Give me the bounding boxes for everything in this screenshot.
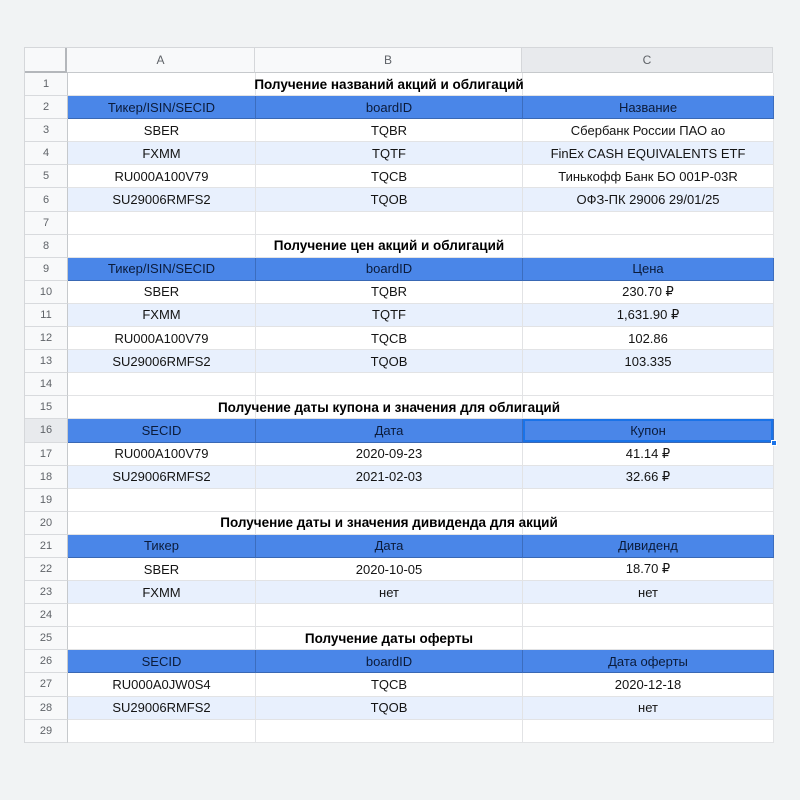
cell[interactable] (256, 720, 523, 743)
table-header-cell[interactable] (256, 419, 523, 442)
row-header[interactable] (25, 604, 68, 627)
table-header-label: Дата оферты (608, 653, 688, 669)
row-header-label: 17 (39, 447, 53, 460)
cell-text: TQCB (370, 676, 408, 692)
table-header-cell[interactable] (68, 96, 256, 119)
row-header-label: 9 (42, 262, 50, 275)
sheet-row (25, 466, 773, 489)
table-header-cell[interactable] (256, 96, 523, 119)
sheet-row (25, 165, 773, 188)
cell[interactable] (68, 165, 256, 188)
cell[interactable] (523, 304, 774, 327)
row-header[interactable] (25, 96, 68, 119)
cell-text: SU29006RMFS2 (112, 192, 211, 208)
cell-text: FXMM (142, 584, 181, 600)
table-header-label: Дата (374, 538, 404, 554)
row-header[interactable] (25, 512, 68, 535)
spreadsheet-grid (24, 47, 773, 743)
cell-text: 2020-10-05 (355, 561, 423, 577)
row-header-label: 18 (39, 470, 53, 483)
cell-text: Тинькофф Банк БО 001P-03R (558, 168, 738, 184)
sheet-row (25, 350, 773, 373)
sheet-row (25, 697, 773, 720)
cell[interactable] (523, 281, 774, 304)
table-header-cell[interactable] (68, 419, 256, 442)
cell[interactable] (68, 466, 256, 489)
cell[interactable] (523, 466, 774, 489)
cell[interactable] (68, 581, 256, 604)
sheet-row (25, 650, 773, 673)
table-title-cell[interactable] (256, 627, 523, 650)
table-header-cell[interactable] (256, 258, 523, 281)
row-header-label: 27 (39, 678, 53, 691)
cell-text: TQBR (370, 122, 408, 138)
row-header-label: 21 (39, 539, 53, 552)
table-header-cell[interactable] (68, 650, 256, 673)
row-header-label: 11 (40, 308, 52, 321)
cell[interactable] (256, 212, 523, 235)
cell-text: SU29006RMFS2 (112, 353, 211, 369)
cell[interactable] (523, 396, 774, 419)
cell-text: FinEx CASH EQUIVALENTS ETF (550, 145, 746, 161)
cell[interactable] (523, 627, 774, 650)
table-header-cell[interactable] (256, 650, 523, 673)
cell-text: 32.66 ₽ (625, 468, 671, 484)
cell[interactable] (68, 188, 256, 211)
cell[interactable] (68, 327, 256, 350)
table-header-label: SECID (141, 422, 182, 438)
table-header-cell[interactable] (68, 258, 256, 281)
cell[interactable] (523, 165, 774, 188)
table-title: Получение даты оферты (304, 630, 474, 646)
cell-text: SU29006RMFS2 (112, 469, 211, 485)
sheet-row (25, 119, 773, 142)
cell-text: SBER (143, 561, 180, 577)
sheet-row (25, 188, 773, 211)
cell[interactable] (256, 119, 523, 142)
table-header-cell[interactable] (523, 96, 774, 119)
sheet-row (25, 419, 773, 442)
cell[interactable] (523, 188, 774, 211)
row-header[interactable] (25, 119, 68, 142)
cell-text: 18.70 ₽ (625, 561, 671, 577)
row-header[interactable] (25, 720, 68, 743)
cell[interactable] (256, 350, 523, 373)
cell[interactable] (523, 119, 774, 142)
cell-text: 2020-12-18 (614, 676, 682, 692)
cell-text: 2020-09-23 (355, 446, 423, 462)
row-header-label: 28 (39, 701, 53, 714)
row-header[interactable] (25, 558, 68, 581)
row-header[interactable] (25, 466, 68, 489)
table-header-label: Тикер (144, 538, 179, 554)
cell[interactable] (523, 73, 774, 96)
table-title: Получение цен акций и облигаций (273, 238, 505, 254)
cell[interactable] (68, 142, 256, 165)
cell[interactable] (68, 281, 256, 304)
cell[interactable] (523, 443, 774, 466)
cell-text: 103.335 (624, 353, 672, 369)
row-header[interactable] (25, 258, 68, 281)
sheet-row (25, 489, 773, 512)
table-header-label: boardID (365, 99, 413, 115)
column-header-label: B (383, 53, 392, 67)
cell[interactable] (523, 489, 774, 512)
row-header-label: 24 (39, 609, 53, 622)
cell-text: 230.70 ₽ (622, 283, 674, 299)
sheet-row (25, 73, 773, 96)
sheet-row (25, 443, 773, 466)
row-header-label: 26 (39, 655, 53, 668)
sheet-row (25, 512, 773, 535)
cell[interactable] (256, 327, 523, 350)
table-header-label: Цена (632, 261, 664, 277)
cell-text: TQOB (370, 192, 408, 208)
row-header[interactable] (25, 396, 68, 419)
table-header-cell[interactable] (523, 419, 774, 442)
row-header[interactable] (25, 419, 68, 442)
row-header[interactable] (25, 489, 68, 512)
row-header-label: 2 (42, 101, 50, 114)
table-header-label: Дата (374, 422, 404, 438)
row-header[interactable] (25, 650, 68, 673)
row-header[interactable] (25, 304, 68, 327)
column-header-c[interactable] (522, 48, 773, 73)
cell[interactable] (523, 581, 774, 604)
cell[interactable] (68, 558, 256, 581)
table-header-label: Тикер/ISIN/SECID (107, 99, 216, 115)
cell-text: TQCB (370, 330, 408, 346)
column-header-row (25, 48, 773, 73)
table-title-cell[interactable] (220, 512, 558, 535)
row-header-label: 7 (42, 216, 50, 229)
cell-text: 1,631.90 ₽ (616, 306, 680, 322)
row-header[interactable] (25, 673, 68, 696)
table-header-cell[interactable] (523, 258, 774, 281)
cell[interactable] (68, 489, 256, 512)
cell-text: TQBR (370, 284, 408, 300)
cell[interactable] (523, 142, 774, 165)
cell[interactable] (68, 235, 256, 258)
row-header[interactable] (25, 188, 68, 211)
cell[interactable] (523, 373, 774, 396)
column-header-label: C (642, 53, 652, 67)
cell[interactable] (523, 720, 774, 743)
cell-text: RU000A100V79 (114, 330, 209, 346)
table-title: Получение даты и значения дивиденда для акций (220, 515, 558, 531)
table-header-label: SECID (141, 653, 182, 669)
sheet-row (25, 96, 773, 119)
sheet-row (25, 281, 773, 304)
row-header-label: 6 (42, 193, 50, 206)
table-header-cell[interactable] (256, 535, 523, 558)
cell[interactable] (523, 604, 774, 627)
row-header-label: 25 (39, 632, 53, 645)
cell-text: SBER (143, 284, 180, 300)
cell[interactable] (523, 350, 774, 373)
cell-text: SBER (143, 122, 180, 138)
cell[interactable] (68, 720, 256, 743)
row-header[interactable] (25, 73, 68, 96)
table-header-label: Дивиденд (618, 538, 678, 554)
sheet-row (25, 304, 773, 327)
column-header-a[interactable] (67, 48, 255, 73)
row-header-label: 19 (39, 493, 53, 506)
cell[interactable] (68, 604, 256, 627)
table-header-label: Название (618, 99, 678, 115)
sheet-row (25, 558, 773, 581)
row-header[interactable] (25, 327, 68, 350)
row-header-label: 29 (39, 724, 53, 737)
cell[interactable] (68, 627, 256, 650)
row-header-label: 23 (39, 586, 53, 599)
cell-text: нет (638, 584, 658, 600)
cell-text: нет (379, 584, 399, 600)
row-header-label: 1 (42, 78, 50, 91)
table-title-cell[interactable] (256, 73, 523, 96)
cell-text: TQOB (370, 353, 408, 369)
cell-text: RU000A100V79 (114, 446, 209, 462)
table-title: Получение названий акций и облигаций (254, 76, 524, 92)
cell[interactable] (523, 673, 774, 696)
cell-text: SU29006RMFS2 (112, 700, 211, 716)
row-header[interactable] (25, 443, 68, 466)
row-header-label: 22 (39, 563, 53, 576)
fill-handle[interactable] (771, 440, 777, 446)
cell[interactable] (256, 581, 523, 604)
row-header[interactable] (25, 165, 68, 188)
cell-text: RU000A100V79 (114, 168, 209, 184)
sheet-row (25, 720, 773, 743)
cell[interactable] (68, 697, 256, 720)
cell[interactable] (256, 443, 523, 466)
table-header-label: boardID (365, 261, 413, 277)
row-header[interactable] (25, 627, 68, 650)
sheet-row (25, 373, 773, 396)
table-header-cell[interactable] (523, 535, 774, 558)
table-header-label: Купон (630, 422, 666, 438)
table-title-cell[interactable] (256, 235, 523, 258)
cell[interactable] (68, 304, 256, 327)
cell-text: 102.86 (628, 330, 668, 346)
cell[interactable] (68, 350, 256, 373)
row-header-label: 16 (39, 424, 53, 437)
row-header[interactable] (25, 373, 68, 396)
cell[interactable] (256, 188, 523, 211)
cell-text: TQTF (372, 145, 406, 161)
cell[interactable] (68, 119, 256, 142)
cell[interactable] (256, 373, 523, 396)
table-title: Получение даты купона и значения для облигаций (217, 399, 561, 415)
row-header-label: 10 (39, 285, 53, 298)
sheet-row (25, 327, 773, 350)
row-header[interactable] (25, 281, 68, 304)
sheet-row (25, 212, 773, 235)
row-header-label: 14 (39, 378, 53, 391)
cell[interactable] (256, 604, 523, 627)
table-header-cell[interactable] (68, 535, 256, 558)
cell[interactable] (68, 673, 256, 696)
row-header[interactable] (25, 235, 68, 258)
cell-text: TQTF (372, 307, 406, 323)
table-header-label: boardID (365, 653, 413, 669)
cell[interactable] (256, 304, 523, 327)
cell[interactable] (256, 489, 523, 512)
row-header-label: 5 (42, 170, 50, 183)
table-header-label: Тикер/ISIN/SECID (107, 261, 216, 277)
cell[interactable] (523, 558, 774, 581)
cell-text: FXMM (142, 307, 181, 323)
row-header-label: 8 (42, 239, 50, 252)
cell[interactable] (68, 443, 256, 466)
cell-text: FXMM (142, 145, 181, 161)
sheet-row (25, 396, 773, 419)
cell-text: ОФЗ-ПК 29006 29/01/25 (576, 192, 720, 208)
row-header-label: 3 (42, 124, 50, 137)
sheet-row (25, 627, 773, 650)
sheet-row (25, 673, 773, 696)
cell[interactable] (256, 697, 523, 720)
row-header[interactable] (25, 581, 68, 604)
row-header[interactable] (25, 212, 68, 235)
row-header-label: 15 (39, 401, 53, 414)
row-header-label: 20 (39, 516, 53, 529)
column-header-label: A (156, 53, 165, 67)
row-header[interactable] (25, 697, 68, 720)
cell-text: TQCB (370, 168, 408, 184)
cell[interactable] (256, 142, 523, 165)
cell-text: Сбербанк России ПАО ао (570, 122, 726, 138)
cell[interactable] (68, 73, 256, 96)
cell-text: 2021-02-03 (355, 469, 423, 485)
cell-text: RU000A0JW0S4 (112, 676, 211, 692)
cell[interactable] (256, 165, 523, 188)
cell[interactable] (256, 466, 523, 489)
cell[interactable] (523, 212, 774, 235)
sheet-row (25, 142, 773, 165)
column-header-b[interactable] (255, 48, 522, 73)
row-header-label: 13 (39, 355, 53, 368)
row-header[interactable] (25, 350, 68, 373)
cell[interactable] (523, 697, 774, 720)
sheet-row (25, 604, 773, 627)
cell[interactable] (523, 235, 774, 258)
sheet-row (25, 535, 773, 558)
cell-text: TQOB (370, 700, 408, 716)
cell[interactable] (68, 373, 256, 396)
sheet-row (25, 258, 773, 281)
cell[interactable] (523, 327, 774, 350)
row-header-label: 12 (39, 332, 53, 345)
sheet-row (25, 235, 773, 258)
select-all-corner[interactable] (25, 48, 67, 73)
table-header-cell[interactable] (523, 650, 774, 673)
cell[interactable] (68, 212, 256, 235)
table-title-cell[interactable] (217, 396, 561, 419)
sheet-row (25, 581, 773, 604)
cell-text: нет (638, 700, 658, 716)
row-header[interactable] (25, 535, 68, 558)
cell[interactable] (256, 673, 523, 696)
cell[interactable] (256, 281, 523, 304)
cell[interactable] (256, 558, 523, 581)
cell[interactable] (523, 512, 774, 535)
row-header-label: 4 (42, 147, 50, 160)
row-header[interactable] (25, 142, 68, 165)
cell-text: 41.14 ₽ (625, 445, 671, 461)
